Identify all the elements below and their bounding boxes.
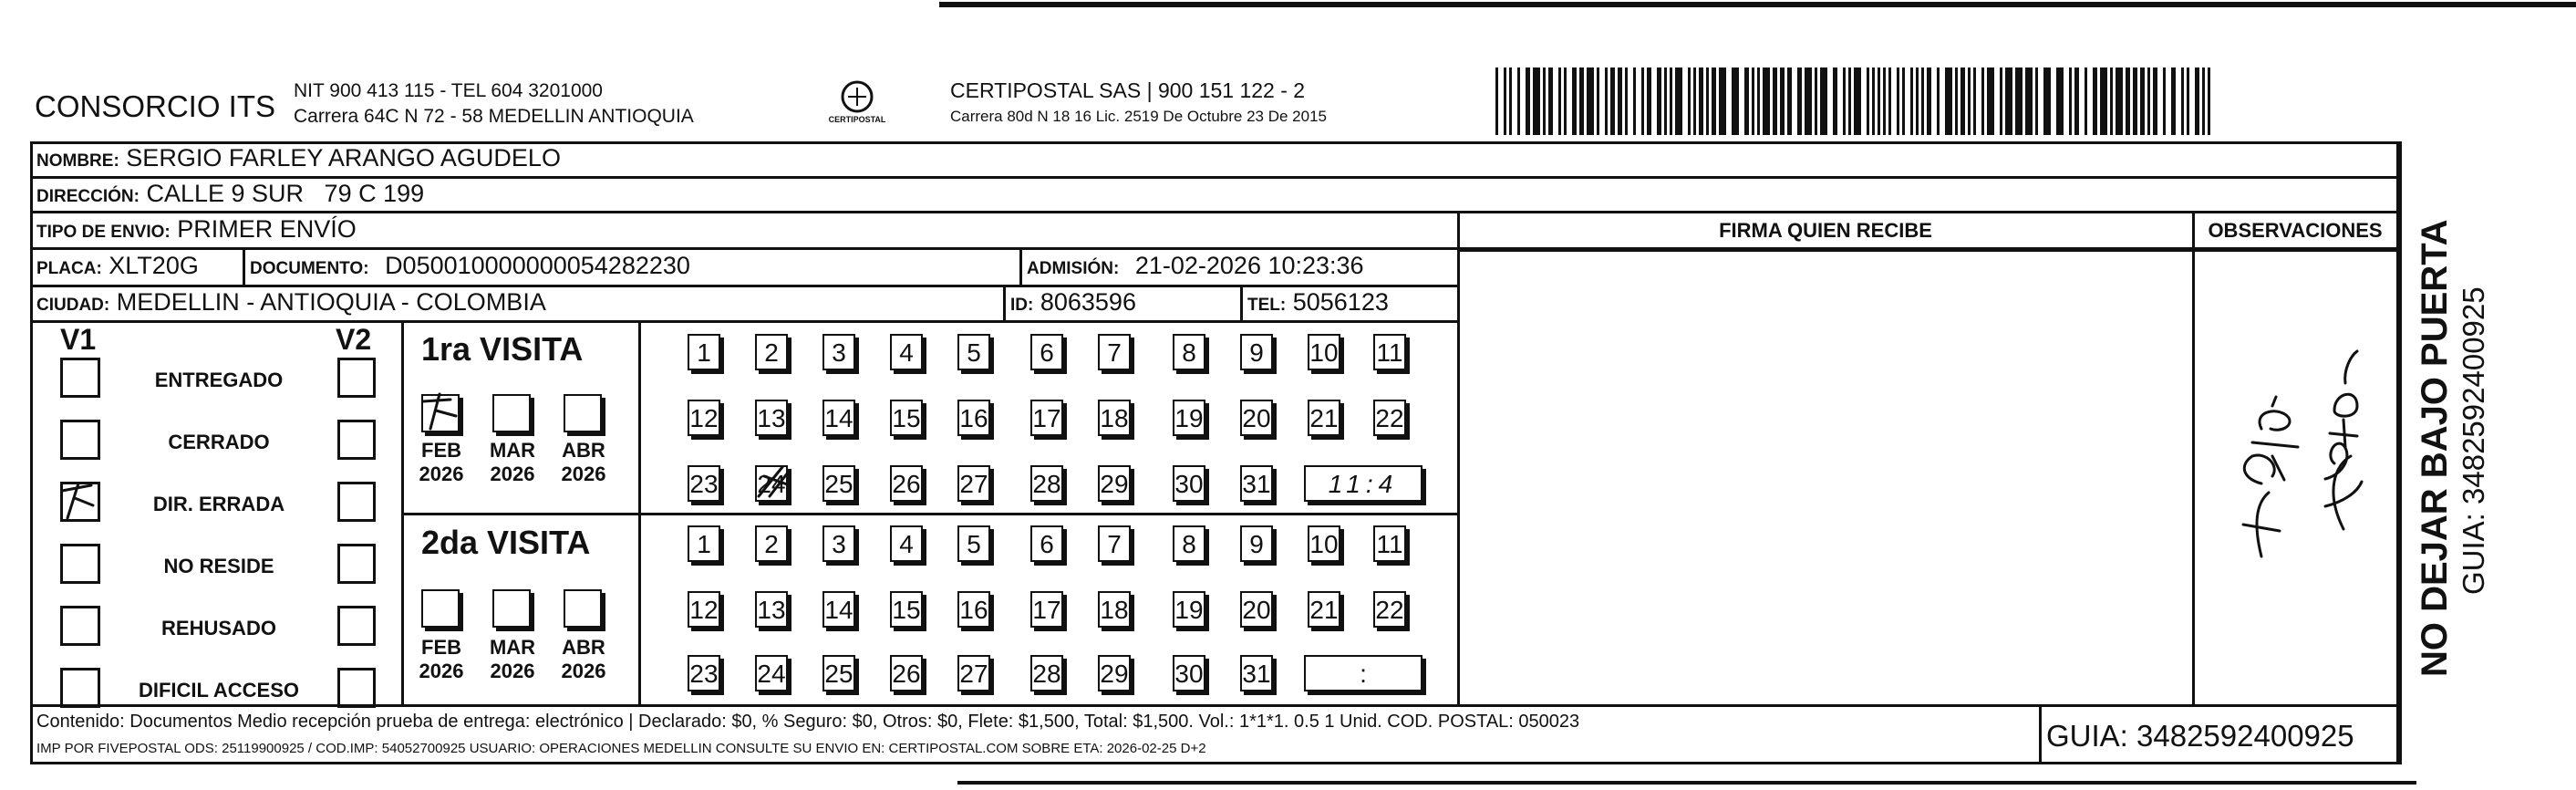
side-title: NO DEJAR BAJO PUERTA bbox=[2415, 219, 2455, 677]
barcode-bar bbox=[1968, 68, 1971, 135]
day-box[interactable]: 25 bbox=[822, 465, 855, 502]
tipo-value: PRIMER ENVÍO bbox=[177, 215, 357, 243]
day-box[interactable]: 5 bbox=[957, 334, 990, 370]
month-label: FEB bbox=[421, 439, 461, 462]
day-box[interactable]: 29 bbox=[1098, 655, 1131, 691]
day-box[interactable]: 4 bbox=[890, 334, 923, 370]
logo-text: CERTIPOSTAL bbox=[828, 115, 886, 124]
barcode-bar bbox=[2208, 68, 2210, 135]
day-box[interactable]: 21 bbox=[1308, 400, 1340, 436]
barcode-bar bbox=[1955, 68, 1958, 135]
barcode-bar bbox=[1504, 68, 1506, 135]
day-box[interactable]: 1 bbox=[688, 525, 720, 562]
day-box[interactable]: 21 bbox=[1308, 591, 1340, 628]
barcode-bar bbox=[2110, 68, 2113, 135]
barcode-bar bbox=[1981, 68, 1984, 135]
barcode-bar bbox=[1533, 68, 1540, 135]
barcode-bar bbox=[2005, 68, 2012, 135]
barcode-bar bbox=[1517, 68, 1520, 135]
day-box[interactable]: 19 bbox=[1173, 400, 1205, 436]
checkmark-icon bbox=[55, 478, 109, 524]
month-checkbox[interactable] bbox=[492, 589, 531, 628]
id-label: ID: bbox=[1010, 296, 1034, 315]
barcode-bar bbox=[1657, 68, 1661, 135]
day-box[interactable]: 3 bbox=[822, 525, 855, 562]
day-box[interactable]: 24 bbox=[755, 655, 788, 691]
day-box[interactable]: 20 bbox=[1240, 591, 1273, 628]
day-box[interactable]: 26 bbox=[890, 655, 923, 691]
day-box[interactable]: 22 bbox=[1373, 400, 1406, 436]
day-box[interactable]: 6 bbox=[1030, 525, 1063, 562]
ciudad-row bbox=[36, 288, 546, 317]
barcode-bar bbox=[1572, 68, 1577, 135]
year-label: 2026 bbox=[490, 463, 535, 485]
ciudad-label: CIUDAD: bbox=[36, 296, 110, 315]
barcode-bar bbox=[2171, 68, 2176, 135]
company-name: CONSORCIO ITS bbox=[35, 89, 276, 123]
barcode-bar bbox=[1693, 68, 1696, 135]
nit-line: NIT 900 413 115 - TEL 604 3201000 bbox=[294, 80, 603, 101]
year-label: 2026 bbox=[419, 463, 464, 485]
v2-checkbox[interactable] bbox=[337, 668, 376, 708]
barcode-bar bbox=[2043, 68, 2051, 135]
day-box[interactable]: 13 bbox=[755, 591, 788, 628]
month-label: ABR bbox=[562, 439, 605, 462]
barcode-bar bbox=[1872, 68, 1875, 135]
v1-checkbox[interactable] bbox=[60, 668, 100, 708]
barcode-bar bbox=[1902, 68, 1905, 135]
barcode-bar bbox=[2163, 68, 2166, 135]
day-box[interactable]: 1 bbox=[688, 334, 720, 370]
day-box[interactable]: 16 bbox=[957, 591, 990, 628]
barcode-bar bbox=[1618, 68, 1622, 135]
barcode-bar bbox=[1548, 68, 1553, 135]
day-box[interactable]: 22 bbox=[1373, 591, 1406, 628]
v2-checkbox[interactable] bbox=[337, 482, 376, 522]
v2-checkbox[interactable] bbox=[337, 420, 376, 460]
year-label: 2026 bbox=[561, 463, 606, 485]
day-box[interactable]: 16 bbox=[957, 400, 990, 436]
top-border bbox=[939, 2, 2576, 7]
month-checkbox[interactable] bbox=[492, 394, 531, 432]
direccion-label: DIRECCIÓN: bbox=[36, 187, 140, 206]
firma-label: FIRMA QUIEN RECIBE bbox=[1719, 219, 1932, 242]
courier-logo bbox=[825, 77, 889, 131]
barcode-bar bbox=[1878, 68, 1880, 135]
barcode-bar bbox=[1664, 68, 1667, 135]
barcode-bar bbox=[2187, 68, 2189, 135]
barcode-bar bbox=[1688, 68, 1691, 135]
day-box[interactable]: 23 bbox=[688, 655, 720, 691]
barcode-bar bbox=[1526, 68, 1530, 135]
tipo-label: TIPO DE ENVIO: bbox=[36, 223, 171, 242]
side-guia: GUIA: 3482592400925 bbox=[2457, 286, 2490, 595]
barcode-bar bbox=[1797, 68, 1802, 135]
v1-checkbox[interactable] bbox=[60, 420, 100, 460]
day-box[interactable]: 11 bbox=[1373, 334, 1406, 370]
barcode-bar bbox=[1854, 68, 1861, 135]
barcode-bar bbox=[1647, 68, 1651, 135]
admision-label: ADMISIÓN: bbox=[1027, 259, 1120, 278]
barcode-bar bbox=[1945, 68, 1952, 135]
barcode-bar bbox=[1610, 68, 1615, 135]
barcode-bar bbox=[1757, 68, 1760, 135]
observaciones-handwriting-text: Falta Apto bbox=[2207, 584, 2211, 585]
year-label: 2026 bbox=[419, 660, 464, 682]
barcode-bar bbox=[2116, 68, 2123, 135]
barcode-bar bbox=[1910, 68, 1913, 135]
observaciones-label: OBSERVACIONES bbox=[2208, 219, 2383, 242]
observaciones-handwriting bbox=[2198, 319, 2394, 593]
barcode-bar bbox=[1787, 68, 1792, 135]
barcode-bar bbox=[2140, 68, 2145, 135]
day-box[interactable]: 11 bbox=[1373, 525, 1406, 562]
day-box[interactable]: 7 bbox=[1098, 525, 1131, 562]
checkmark-icon bbox=[419, 389, 465, 431]
status-label: CERRADO bbox=[168, 431, 270, 453]
year-label: 2026 bbox=[490, 660, 535, 682]
address-line: Carrera 64C N 72 - 58 MEDELLIN ANTIOQUIA bbox=[294, 106, 694, 127]
barcode-bar bbox=[1888, 68, 1891, 135]
day-box[interactable]: 15 bbox=[890, 591, 923, 628]
barcode-bar bbox=[2093, 68, 2097, 135]
barcode-bar bbox=[2056, 68, 2064, 135]
barcode-bar bbox=[1587, 68, 1594, 135]
barcode-bar bbox=[1558, 68, 1561, 135]
day-box[interactable]: 18 bbox=[1098, 591, 1131, 628]
barcode-bar bbox=[1699, 68, 1703, 135]
footer-guia: GUIA: 3482592400925 bbox=[2046, 719, 2354, 753]
barcode-bar bbox=[2195, 68, 2199, 135]
id-value: 8063596 bbox=[1040, 288, 1136, 316]
day-box[interactable]: 9 bbox=[1240, 334, 1273, 370]
day-box[interactable]: 17 bbox=[1030, 591, 1063, 628]
time-box[interactable]: 11:4 bbox=[1304, 465, 1422, 502]
barcode-bar bbox=[1712, 68, 1716, 135]
day-box[interactable]: 2 bbox=[755, 525, 788, 562]
barcode-bar bbox=[1675, 68, 1682, 135]
barcode-bar bbox=[1833, 68, 1837, 135]
day-box[interactable]: 10 bbox=[1308, 525, 1340, 562]
month-checkbox[interactable] bbox=[421, 589, 460, 628]
v2-checkbox[interactable] bbox=[337, 358, 376, 398]
day-box[interactable]: 6 bbox=[1030, 334, 1063, 370]
barcode-bar bbox=[1937, 68, 1940, 135]
day-box[interactable]: 9 bbox=[1240, 525, 1273, 562]
barcode-bar bbox=[2015, 68, 2023, 135]
month-label: ABR bbox=[562, 636, 605, 659]
day-box[interactable]: 3 bbox=[822, 334, 855, 370]
day-box[interactable]: 14 bbox=[822, 591, 855, 628]
barcode-bar bbox=[1921, 68, 1924, 135]
barcode-bar bbox=[1773, 68, 1777, 135]
barcode-bar bbox=[1719, 68, 1726, 135]
barcode-bar bbox=[2126, 68, 2130, 135]
day-box[interactable]: 26 bbox=[890, 465, 923, 502]
day-box[interactable]: 17 bbox=[1030, 400, 1063, 436]
nombre-label: NOMBRE: bbox=[36, 151, 119, 171]
day-box[interactable]: 31 bbox=[1240, 655, 1273, 691]
day-box[interactable]: 29 bbox=[1098, 465, 1131, 502]
day-box[interactable]: 28 bbox=[1030, 655, 1063, 691]
footer-contenido: Contenido: Documentos Medio recepción prueba de entrega: electrónico | Declarado: $0, % Seguro: $0, Otros: $0, Flete: $1,500, Total: $1,500. Vol.: 1*1*1. 0.5 1 Unid. COD. POSTAL: 050023 bbox=[36, 712, 1580, 732]
status-label: DIR. ERRADA bbox=[152, 493, 285, 515]
barcode-bar bbox=[1641, 68, 1644, 135]
day-box[interactable]: 30 bbox=[1173, 655, 1205, 691]
checkmark-icon bbox=[751, 460, 797, 502]
barcode-bar bbox=[1805, 68, 1812, 135]
bottom-border bbox=[957, 781, 2416, 785]
day-box[interactable]: 8 bbox=[1173, 525, 1205, 562]
barcode-bar bbox=[1867, 68, 1869, 135]
day-box[interactable]: 7 bbox=[1098, 334, 1131, 370]
documento-row bbox=[250, 252, 690, 280]
v1-checkbox[interactable] bbox=[60, 358, 100, 398]
barcode-bar bbox=[1973, 68, 1976, 135]
tipo-row bbox=[36, 215, 357, 244]
nombre-row bbox=[36, 144, 561, 172]
day-box[interactable]: 12 bbox=[688, 591, 720, 628]
tel-value: 5056123 bbox=[1292, 288, 1389, 316]
barcode-bar bbox=[1987, 68, 1994, 135]
placa-label: PLACA: bbox=[36, 259, 102, 278]
v2-checkbox[interactable] bbox=[337, 606, 376, 646]
barcode-bar bbox=[1820, 68, 1827, 135]
month-label: MAR bbox=[489, 439, 536, 462]
day-box[interactable]: 24 bbox=[755, 465, 788, 502]
visit1-title: 1ra VISITA bbox=[421, 330, 584, 368]
barcode-bar bbox=[1509, 68, 1512, 135]
barcode-bar bbox=[2085, 68, 2087, 135]
barcode-bar bbox=[2133, 68, 2137, 135]
day-box[interactable]: 30 bbox=[1173, 465, 1205, 502]
status-label: ENTREGADO bbox=[154, 369, 284, 391]
barcode-bar bbox=[1605, 68, 1608, 135]
admision-value: 21-02-2026 10:23:36 bbox=[1134, 252, 1364, 279]
barcode-bar bbox=[1763, 68, 1770, 135]
time-box[interactable]: : bbox=[1304, 655, 1422, 691]
day-box[interactable]: 28 bbox=[1030, 465, 1063, 502]
barcode bbox=[1495, 68, 2225, 135]
footer-imp: IMP POR FIVEPOSTAL ODS: 25119900925 / COD.IMP: 54052700925 USUARIO: OPERACIONES MEDELLIN CONSULTE SU ENVIO EN: CERTIPOSTAL.COM SOBRE ETA: 2026-02-25 D+2 bbox=[36, 741, 1206, 756]
barcode-bar bbox=[1848, 68, 1851, 135]
id-row bbox=[1010, 288, 1136, 317]
day-box[interactable]: 20 bbox=[1240, 400, 1273, 436]
month-checkbox[interactable] bbox=[564, 394, 602, 432]
year-label: 2026 bbox=[561, 660, 606, 682]
barcode-bar bbox=[2202, 68, 2205, 135]
barcode-bar bbox=[1960, 68, 1965, 135]
status-label: DIFICIL ACCESO bbox=[138, 679, 299, 702]
barcode-bar bbox=[1897, 68, 1899, 135]
barcode-bar bbox=[1670, 68, 1672, 135]
placa-value: XLT20G bbox=[109, 252, 199, 279]
v1-checkbox[interactable] bbox=[60, 606, 100, 646]
barcode-bar bbox=[1843, 68, 1846, 135]
barcode-bar bbox=[2000, 68, 2002, 135]
month-label: FEB bbox=[421, 636, 461, 659]
day-box[interactable]: 25 bbox=[822, 655, 855, 691]
barcode-bar bbox=[2181, 68, 2184, 135]
day-box[interactable]: 13 bbox=[755, 400, 788, 436]
barcode-bar bbox=[1732, 68, 1739, 135]
documento-label: DOCUMENTO: bbox=[250, 259, 369, 278]
barcode-bar bbox=[1916, 68, 1919, 135]
barcode-bar bbox=[2074, 68, 2079, 135]
v1-label: V1 bbox=[60, 323, 97, 356]
barcode-bar bbox=[1883, 68, 1886, 135]
barcode-bar bbox=[1927, 68, 1931, 135]
nombre-value: SERGIO FARLEY ARANGO AGUDELO bbox=[126, 144, 561, 172]
direccion-row bbox=[36, 180, 424, 208]
status-label: NO RESIDE bbox=[163, 555, 274, 577]
day-box[interactable]: 23 bbox=[688, 465, 720, 502]
day-box[interactable]: 4 bbox=[890, 525, 923, 562]
courier-line2: Carrera 80d N 18 16 Lic. 2519 De Octubre 23 De 2015 bbox=[950, 108, 1327, 125]
barcode-bar bbox=[1706, 68, 1709, 135]
direccion-value: CALLE 9 SUR 79 C 199 bbox=[146, 180, 425, 207]
barcode-bar bbox=[1564, 68, 1567, 135]
day-box[interactable]: 10 bbox=[1308, 334, 1340, 370]
barcode-bar bbox=[2147, 68, 2150, 135]
month-checkbox[interactable] bbox=[564, 589, 602, 628]
day-box[interactable]: 2 bbox=[755, 334, 788, 370]
v2-label: V2 bbox=[336, 323, 372, 356]
day-box[interactable]: 31 bbox=[1240, 465, 1273, 502]
day-box[interactable]: 14 bbox=[822, 400, 855, 436]
barcode-bar bbox=[2035, 68, 2038, 135]
barcode-bar bbox=[1815, 68, 1817, 135]
day-box[interactable]: 5 bbox=[957, 525, 990, 562]
barcode-bar bbox=[2069, 68, 2072, 135]
barcode-bar bbox=[2100, 68, 2107, 135]
barcode-bar bbox=[1579, 68, 1584, 135]
barcode-bar bbox=[1495, 68, 1498, 135]
month-label: MAR bbox=[489, 636, 536, 659]
barcode-bar bbox=[1752, 68, 1754, 135]
documento-value: D050010000000054282230 bbox=[385, 252, 690, 279]
admision-row bbox=[1027, 252, 1364, 280]
courier-line1: CERTIPOSTAL SAS | 900 151 122 - 2 bbox=[950, 78, 1306, 102]
ciudad-value: MEDELLIN - ANTIOQUIA - COLOMBIA bbox=[116, 288, 546, 316]
day-box[interactable]: 15 bbox=[890, 400, 923, 436]
barcode-bar bbox=[1633, 68, 1636, 135]
visit2-title: 2da VISITA bbox=[421, 524, 591, 561]
barcode-bar bbox=[2153, 68, 2157, 135]
barcode-bar bbox=[1543, 68, 1546, 135]
barcode-bar bbox=[1625, 68, 1628, 135]
barcode-bar bbox=[2025, 68, 2033, 135]
day-box[interactable]: 27 bbox=[957, 655, 990, 691]
day-box[interactable]: 8 bbox=[1173, 334, 1205, 370]
placa-row bbox=[36, 252, 199, 280]
v2-checkbox[interactable] bbox=[337, 544, 376, 584]
barcode-bar bbox=[1597, 68, 1599, 135]
barcode-bar bbox=[1744, 68, 1749, 135]
day-box[interactable]: 18 bbox=[1098, 400, 1131, 436]
day-box[interactable]: 19 bbox=[1173, 591, 1205, 628]
day-box[interactable]: 27 bbox=[957, 465, 990, 502]
v1-checkbox[interactable] bbox=[60, 544, 100, 584]
tel-label: TEL: bbox=[1247, 296, 1287, 315]
status-label: REHUSADO bbox=[161, 617, 276, 639]
tel-row bbox=[1247, 288, 1389, 317]
day-box[interactable]: 12 bbox=[688, 400, 720, 436]
barcode-bar bbox=[1780, 68, 1785, 135]
